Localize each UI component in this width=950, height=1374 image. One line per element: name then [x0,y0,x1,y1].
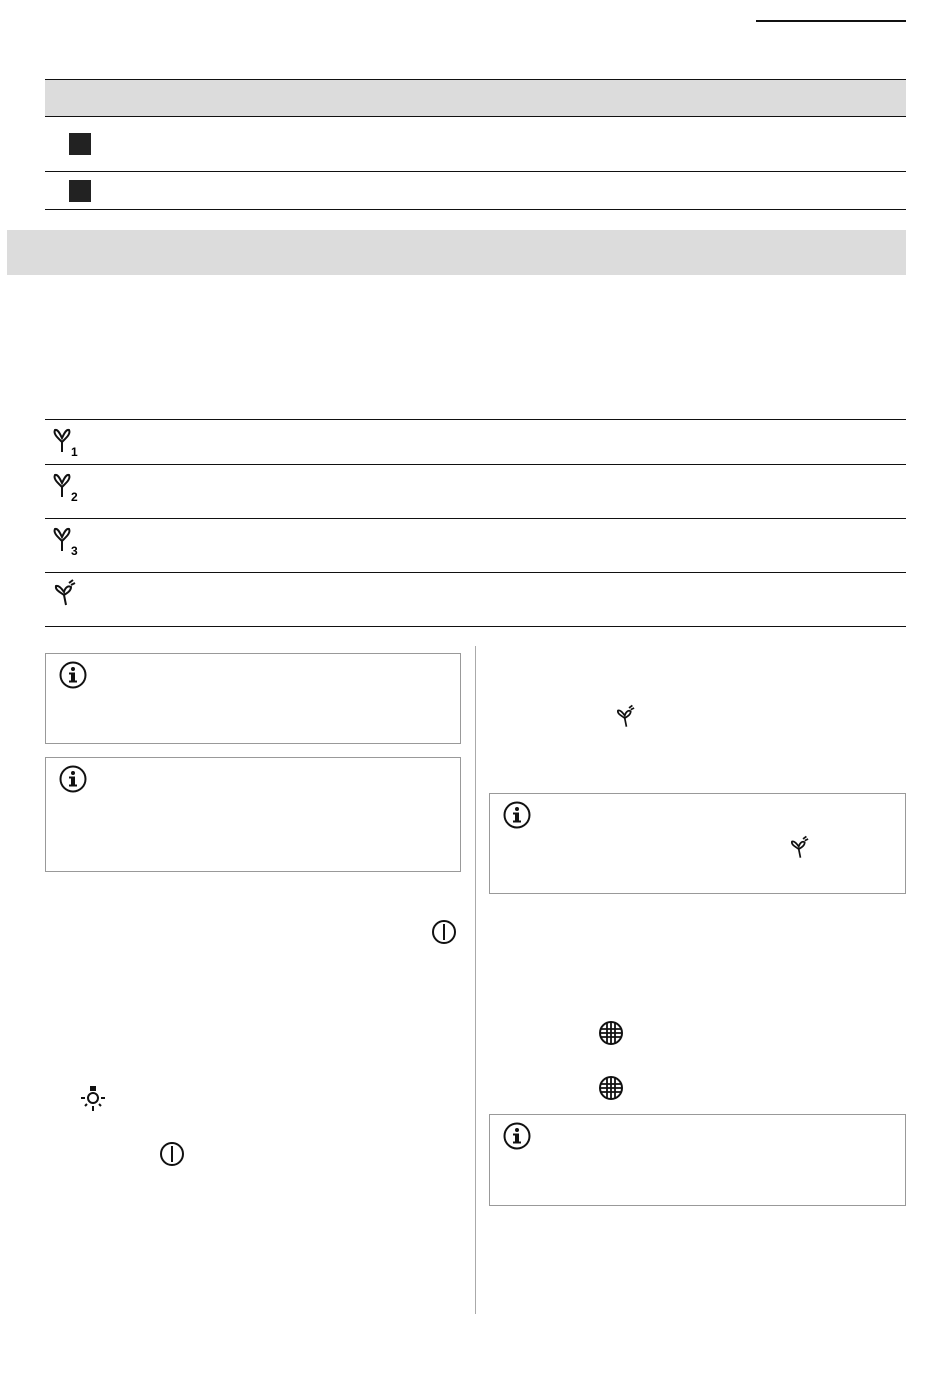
fan-speed-2-icon [49,471,89,505]
table-row [45,420,906,465]
svg-text:1: 1 [71,445,78,459]
top-table [45,79,906,210]
table-row [45,519,906,573]
section-heading-band [7,230,906,275]
info-icon [58,660,88,690]
table-row [45,172,906,210]
grease-filter-icon [597,1019,625,1047]
table-row [45,465,906,519]
table-row [45,116,906,172]
info-icon [502,1121,532,1151]
fan-boost-icon [786,834,820,866]
top-rule [756,20,906,22]
fan-speed-3-icon [49,525,89,559]
fan-boost-icon [612,703,646,735]
column-divider [475,646,476,1314]
info-icon [58,764,88,794]
fan-boost-icon [49,579,89,613]
info-box [489,1114,906,1206]
svg-text:2: 2 [71,490,78,504]
power-icon [158,1140,186,1168]
fan-speed-1-icon [49,426,89,460]
svg-text:3: 3 [71,544,78,558]
table-row [45,573,906,627]
info-box [45,653,461,744]
top-table-header [45,79,906,117]
info-box [45,757,461,872]
light-icon [79,1085,107,1115]
info-icon [502,800,532,830]
black-square-icon [69,180,91,202]
power-icon [430,918,458,946]
grease-filter-icon [597,1074,625,1102]
black-square-icon [69,133,91,155]
fan-speed-table [45,419,906,627]
info-box [489,793,906,894]
